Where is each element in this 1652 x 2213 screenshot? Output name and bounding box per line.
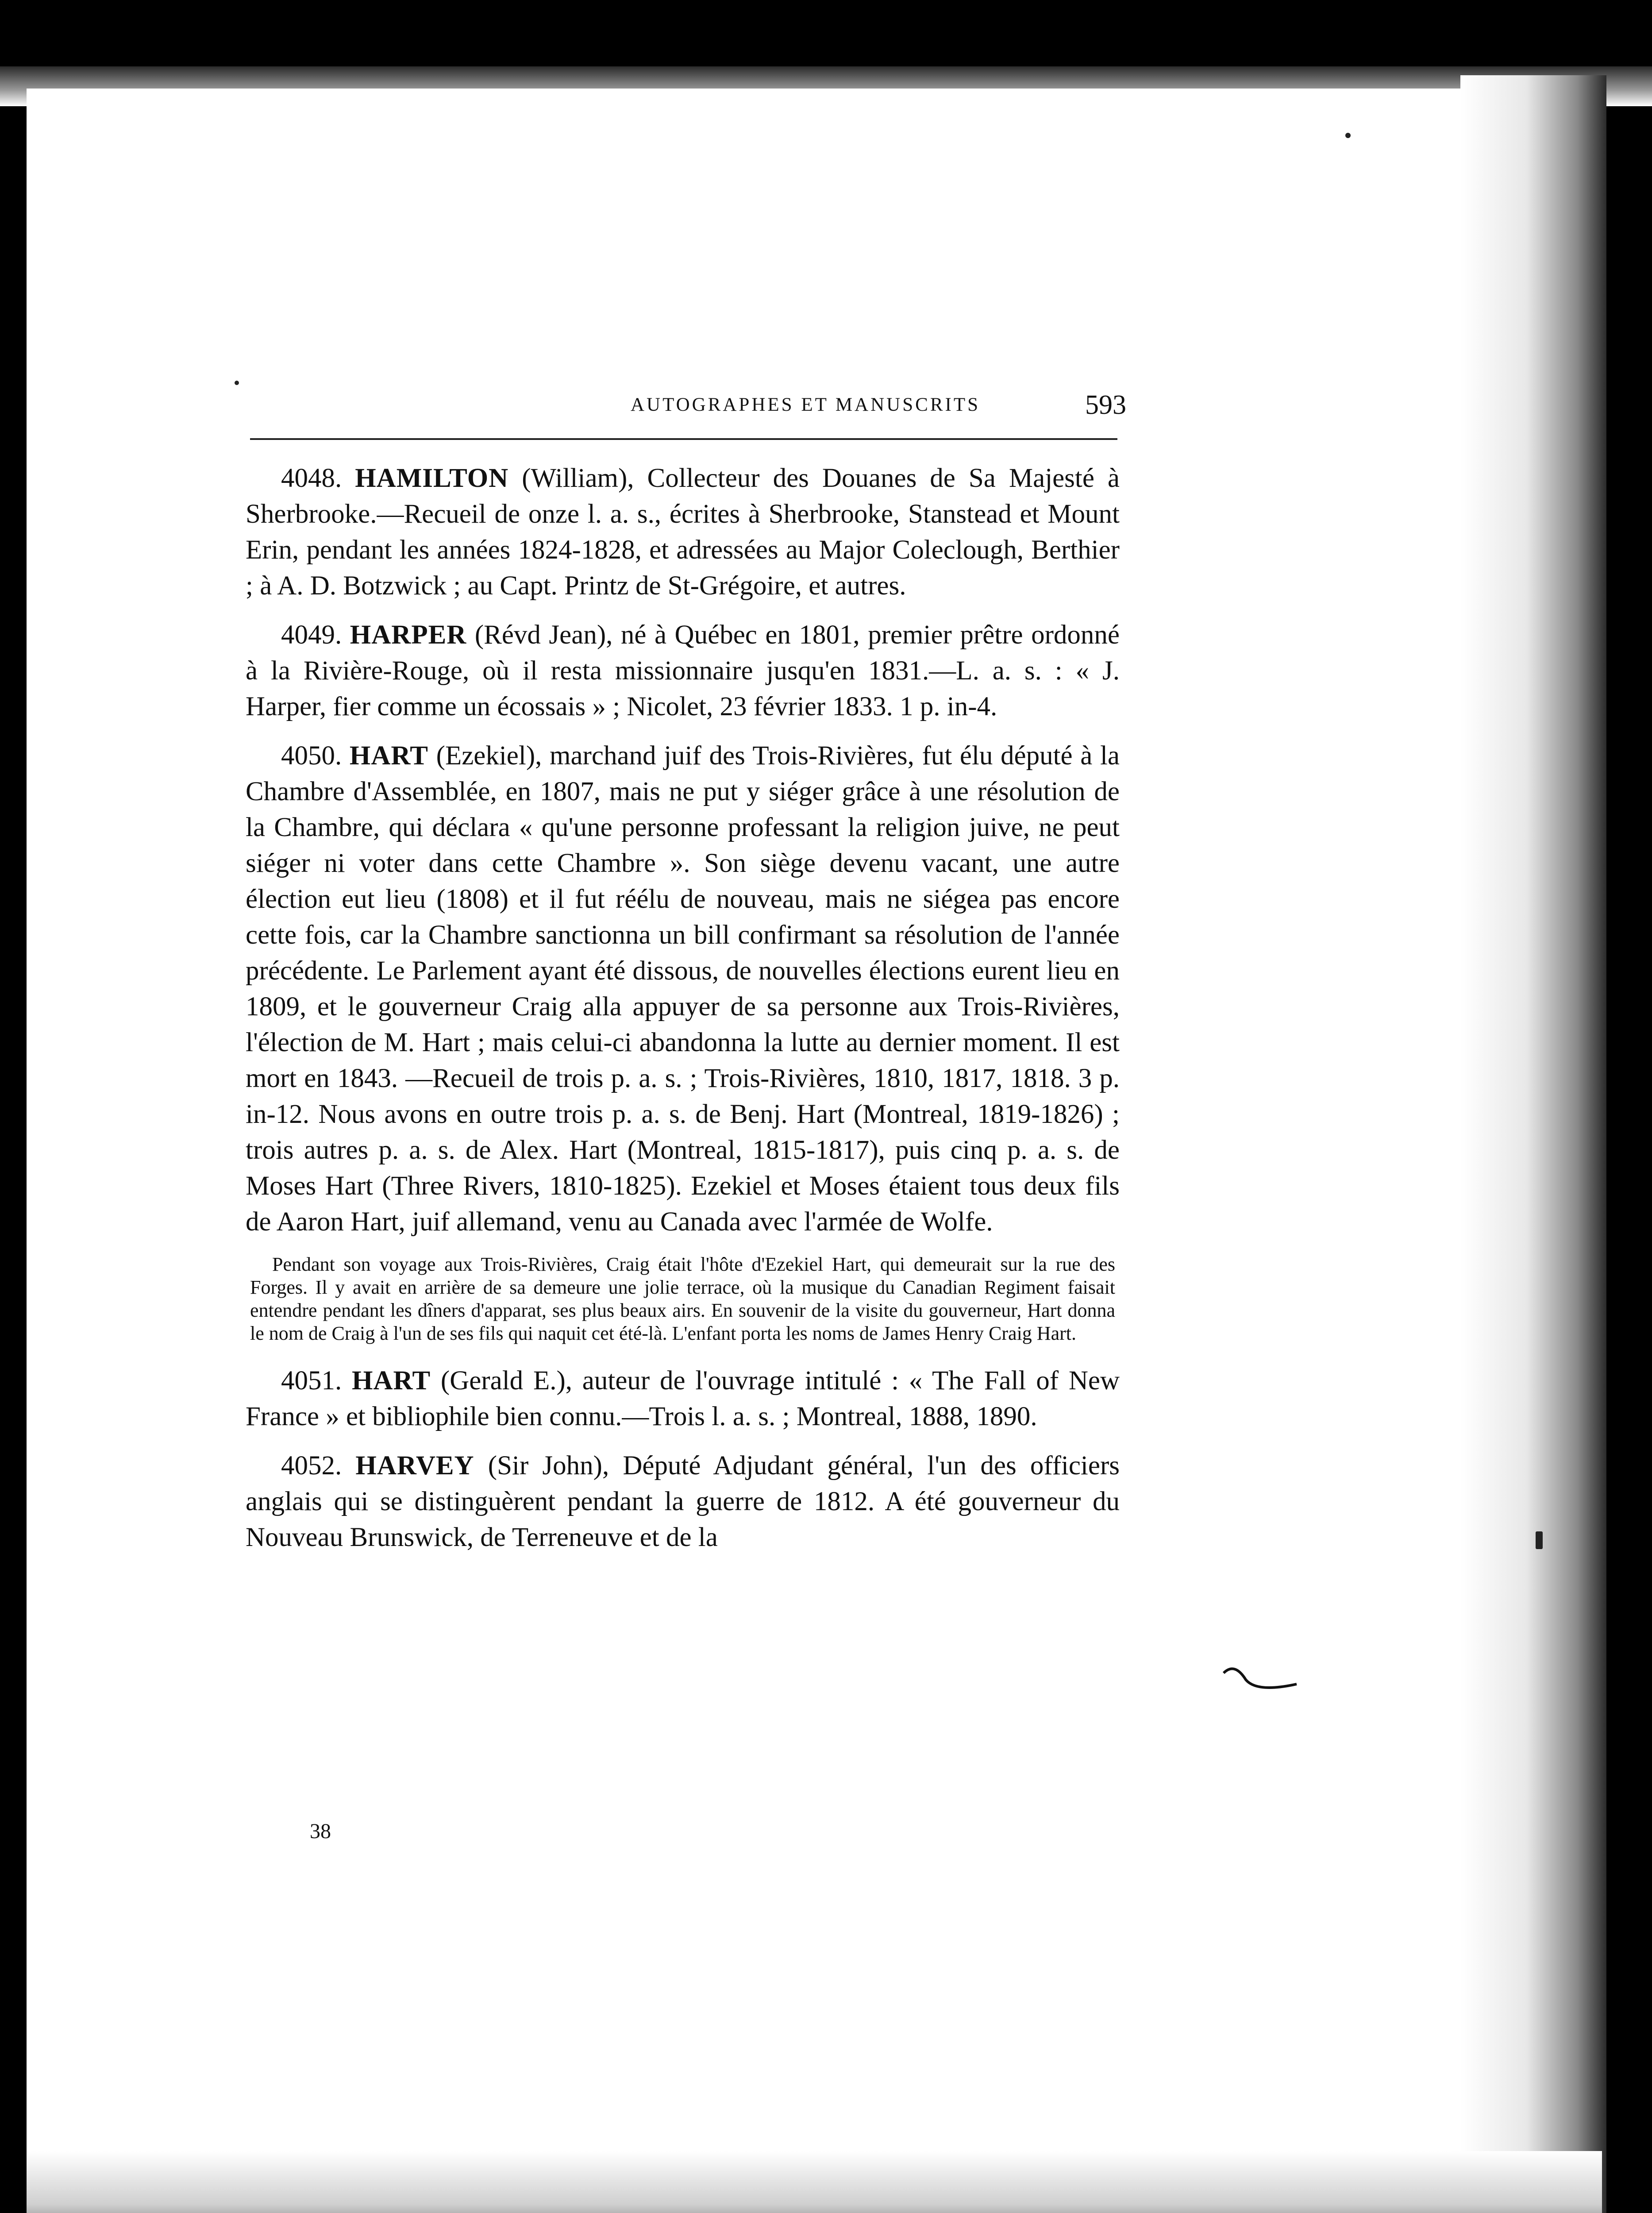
entry-name: HARPER	[350, 620, 467, 650]
entry-name: HARVEY	[355, 1451, 474, 1480]
ink-speck	[1345, 133, 1351, 138]
entry-name: HART	[349, 741, 428, 771]
entry-text: (Révd Jean), né à Québec en 1801, premier prêtre ordonné à la Rivière-Rouge, où il resta missionnaire jusqu'en 1831.—L. a. s. : « J. Harper, fier comme un écossais » ; Nicolet, 23 février 1833. 1 p. in-4.	[246, 620, 1120, 721]
entry-paragraph	[246, 460, 1120, 604]
entry-number: 4048.	[281, 463, 342, 493]
entry-text: (Sir John), Député Adjudant général, l'un des officiers anglais qui se distinguèrent pendant la guerre de 1812. A été gouverneur du Nouveau Brunswick, de Terreneuve et de la	[246, 1451, 1120, 1552]
entry-text: (William), Collecteur des Douanes de Sa Majesté à Sherbrooke.—Recueil de onze l. a. s., écrites à Sherbrooke, Stanstead et Mount Erin, pendant les années 1824-1828, et adressées au Major Coleclough, Berthier ; à A. D. Botzwick ; au Capt. Printz de St-Grégoire, et autres.	[246, 463, 1120, 601]
entry-paragraph	[246, 1448, 1120, 1555]
entry-number: 4049.	[281, 620, 342, 650]
entry-4051	[246, 1363, 1120, 1434]
entry-paragraph	[246, 617, 1120, 725]
running-head: AUTOGRAPHES ET MANUSCRITS	[630, 394, 980, 415]
entry-number: 4051.	[281, 1366, 342, 1396]
catalogue-entries	[246, 460, 1120, 1569]
pencil-mark	[1221, 1664, 1301, 1700]
entry-4050	[246, 738, 1120, 1240]
entry-number: 4050.	[281, 741, 342, 771]
entry-name: HART	[352, 1366, 431, 1396]
entry-paragraph	[246, 738, 1120, 1240]
entry-paragraph	[246, 1363, 1120, 1434]
entry-4052	[246, 1448, 1120, 1555]
ink-speck	[1536, 1531, 1543, 1549]
entry-4048	[246, 460, 1120, 604]
entry-text: (Ezekiel), marchand juif des Trois-Rivières, fut élu député à la Chambre d'Assemblée, en 1807, mais ne put y siéger grâce à une résolution de la Chambre, qui déclara « qu'une personne professant la religion juive, ne peut siéger ni voter dans cette Chambre ». Son siège devenu vacant, une autre élection eut lieu (1808) et il fut réélu de nouveau, mais ne siégea pas encore cette fois, car la Chambre sanctionna un bill confirmant sa résolution de l'année précédente. Le Parlement ayant été dissous, de nouvelles élections eurent lieu en 1809, et le gouverneur Craig alla appuyer de sa personne aux Trois-Rivières, l'élection de M. Hart ; mais celui-ci abandonna la lutte au dernier moment. Il est mort en 1843. —Recueil de trois p. a. s. ; Trois-Rivières, 1810, 1817, 1818. 3 p. in-12. Nous avons en outre trois p. a. s. de Benj. Hart (Montreal, 1819-1826) ; trois autres p. a. s. de Alex. Hart (Montreal, 1815-1817), puis cinq p. a. s. de Moses Hart (Three Rivers, 1810-1825). Ezekiel et Moses étaient tous deux fils de Aaron Hart, juif allemand, venu au Canada avec l'armée de Wolfe.	[246, 741, 1120, 1237]
header-rule	[250, 438, 1117, 440]
entry-text: (Gerald E.), auteur de l'ouvrage intitulé : « The Fall of New France » et bibliophile bien connu.—Trois l. a. s. ; Montreal, 1888, 1890.	[246, 1366, 1120, 1431]
entry-4049	[246, 617, 1120, 725]
entry-4050-footnote: Pendant son voyage aux Trois-Rivières, Craig était l'hôte d'Ezekiel Hart, qui demeurait sur la rue des Forges. Il y avait en arrière de sa demeure une jolie terrace, où la musique du Canadian Regiment faisait entendre pendant les dîners d'apparat, ses plus beaux airs. En souvenir de la visite du gouverneur, Hart donna le nom de Craig à l'un de ses fils qui naquit cet été-là. L'enfant porta les noms de James Henry Craig Hart.	[250, 1253, 1115, 1344]
ink-speck	[235, 381, 239, 385]
entry-name: HAMILTON	[355, 463, 509, 493]
signature-mark: 38	[310, 1820, 331, 1843]
page-header	[250, 392, 1135, 432]
scan-right-edge	[1460, 75, 1606, 2213]
scan-bottom-edge	[27, 2151, 1602, 2213]
entry-number: 4052.	[281, 1451, 342, 1480]
page-number: 593	[1085, 390, 1126, 420]
